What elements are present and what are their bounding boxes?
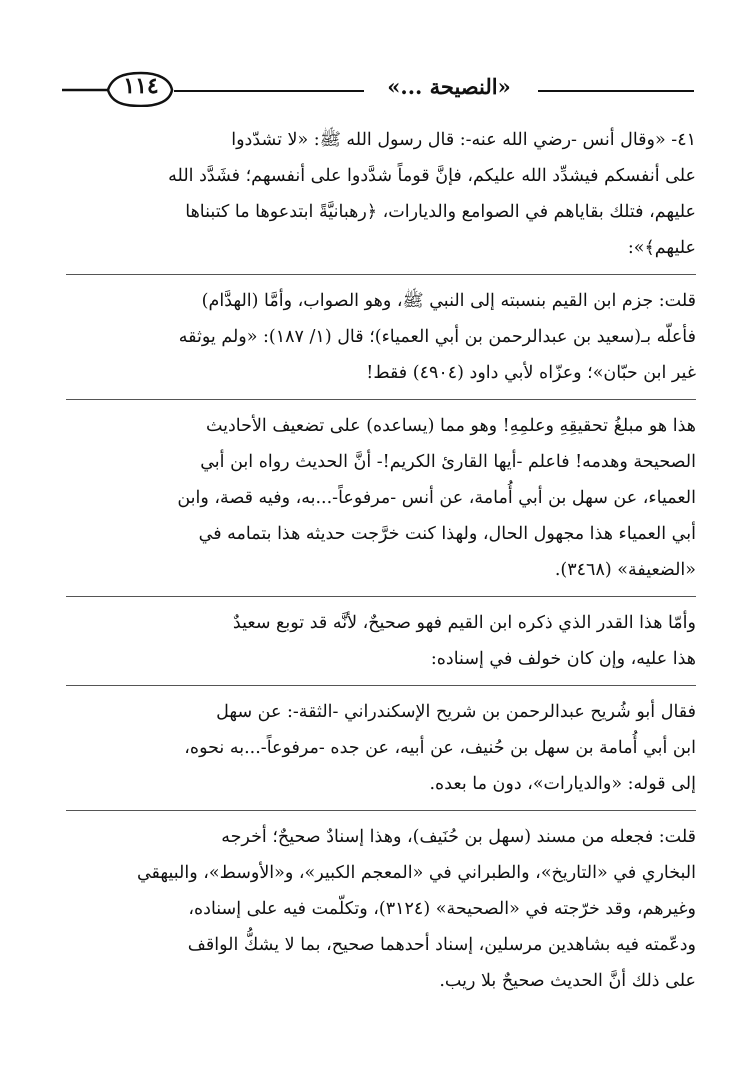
text-line: «الضعيفة» (٣٤٦٨).: [554, 560, 696, 580]
text-line: عليهم، فتلك بقاياهم في الصوامع والديارات، ﴿رهبانيَّةً ابتدعوها ما كتبناها: [185, 202, 696, 222]
text-line: قلت: فجعله من مسند (سهل بن حُنَيف)، وهذا إسنادٌ صحيحٌ؛ أخرجه: [221, 827, 696, 847]
page-number: ١١٤: [123, 73, 159, 99]
text-line: وغيرهم، وقد خرّجته في «الصحيحة» (٣١٢٤)، وتكلّمت فيه على إسناده،: [188, 899, 696, 919]
paragraph-divider: [66, 274, 696, 275]
text-line: على أنفسكم فيشدِّد الله عليكم، فإنَّ قوماً شدَّدوا على أنفسهم؛ فشَدَّد الله: [168, 166, 696, 186]
text-line: غير ابن حبّان»؛ وعزّاه لأبي داود (٤٩٠٤) فقط!: [366, 363, 696, 383]
paragraph-divider: [66, 810, 696, 811]
paragraph-authentic-portion: [66, 605, 696, 677]
page-body: [66, 122, 696, 999]
text-line: إلى قوله: «والديارات»، دون ما بعده.: [429, 774, 696, 794]
text-line: ابن أبي أُمامة بن سهل بن حُنيف، عن أبيه، عن جده -مرفوعاً-...به نحوه،: [184, 738, 696, 758]
page-header: [62, 70, 694, 108]
paragraph-divider: [66, 685, 696, 686]
page-number-badge: [62, 71, 174, 107]
paragraph-divider: [66, 596, 696, 597]
text-line: على ذلك أنَّ الحديث صحيحٌ بلا ريب.: [439, 971, 696, 991]
text-line: فقال أبو شُريح عبدالرحمن بن شريح الإسكندراني -الثقة-: عن سهل: [216, 702, 696, 722]
text-line: العمياء، عن سهل بن أبي أُمامة، عن أنس -مرفوعاً-...به، وفيه قصة، وابن: [177, 488, 696, 508]
text-line: الصحيحة وهدمه! فاعلم -أيها القارئ الكريم!- أنَّ الحديث رواه ابن أبي: [200, 452, 696, 472]
text-line: فأعلّه بـ(سعيد بن عبدالرحمن بن أبي العمياء)؛ قال (١/ ١٨٧): «ولم يوثقه: [178, 327, 696, 347]
text-line: أبي العمياء هذا مجهول الحال، ولهذا كنت خرَّجت حديثه هذا بتمامه في: [198, 524, 696, 544]
text-line: هذا عليه، وإن كان خولف في إسناده:: [430, 649, 696, 669]
header-rule-left: [174, 90, 364, 92]
paragraph-conclusion: [66, 819, 696, 999]
text-line: وأمّا هذا القدر الذي ذكره ابن القيم فهو صحيحٌ، لأنَّه قد توبع سعيدٌ: [232, 613, 696, 633]
running-title: «النصيحة ...»: [387, 74, 511, 99]
paragraph-abu-shurayh: [66, 694, 696, 802]
paragraph-comment-ibn-qayyim: [66, 283, 696, 391]
text-line: هذا هو مبلغُ تحقيقِهِ وعلمِهِ! وهو مما (يساعده) على تضعيف الأحاديث: [205, 416, 696, 436]
header-rule-right: [538, 90, 694, 92]
paragraph-hadith-41: [66, 122, 696, 266]
text-line: قلت: جزم ابن القيم بنسبته إلى النبي ﷺ، وهو الصواب، وأمَّا (الهدَّام): [201, 291, 696, 311]
paragraph-critique: [66, 408, 696, 588]
text-line: ٤١- «وقال أنس -رضي الله عنه-: قال رسول الله ﷺ: «لا تشدّدوا: [231, 130, 696, 150]
text-line: ودعّمته فيه بشاهدين مرسلين، إسناد أحدهما صحيح، بما لا يشكُّ الواقف: [187, 935, 696, 955]
text-line: البخاري في «التاريخ»، والطبراني في «المعجم الكبير»، و«الأوسط»، والبيهقي: [136, 863, 696, 883]
paragraph-divider: [66, 399, 696, 400]
text-line: عليهم﴾»:: [627, 238, 696, 258]
